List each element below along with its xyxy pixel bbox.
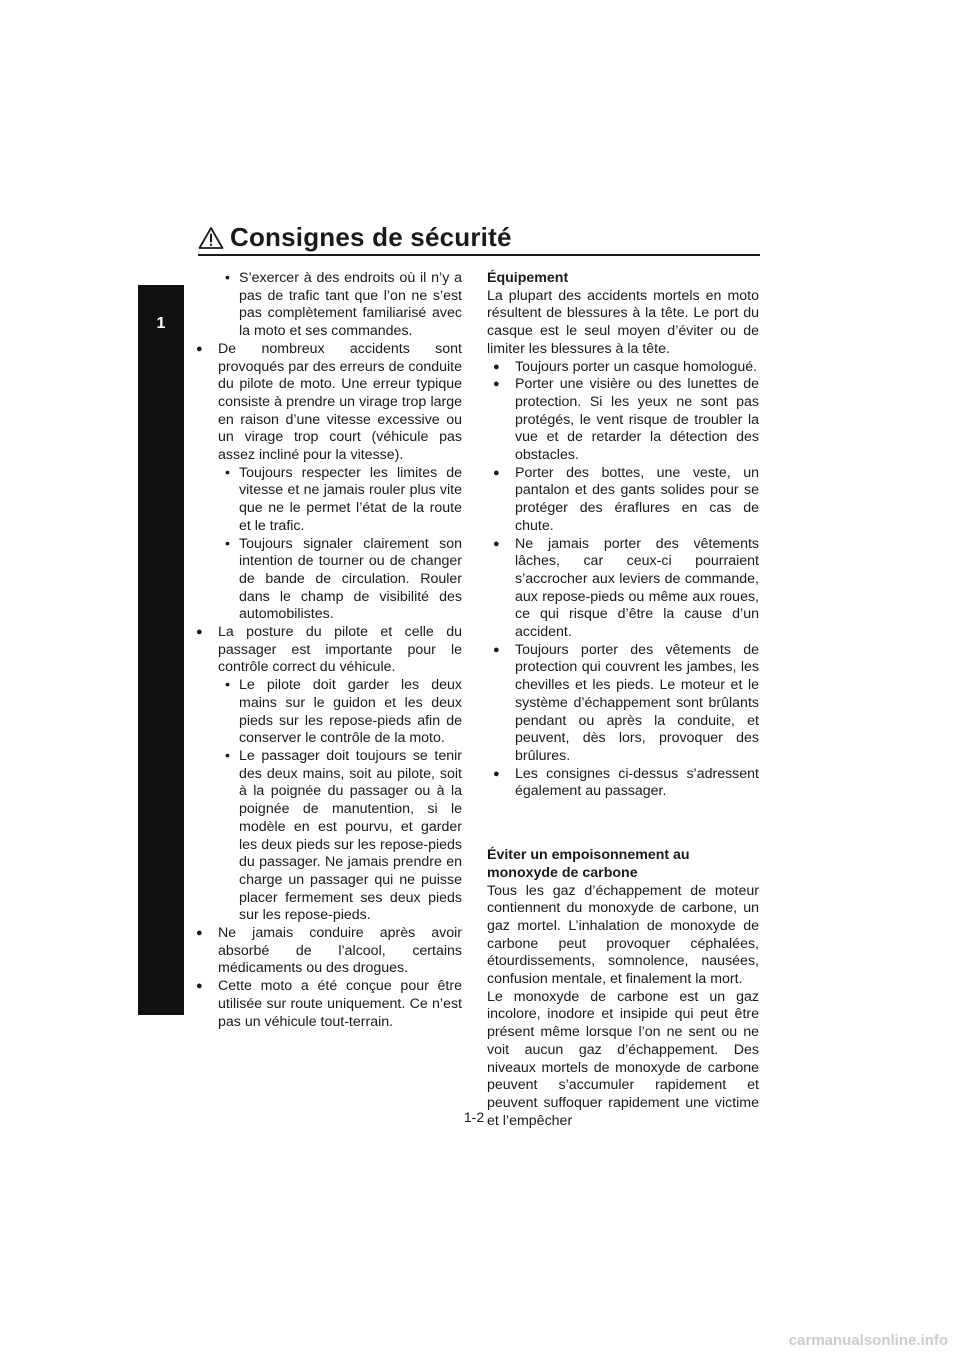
sub-bullet-item: • Toujours respecter les limites de vitesse et ne jamais rouler plus vite que ne le permet l’état de la route et le trafic.: [190, 465, 462, 536]
section-heading: Éviter un empoisonnement au monoxyde de carbone: [487, 847, 690, 881]
sub-bullet-item: • Le passager doit toujours se tenir des deux mains, soit au pilote, soit à la poignée du passager ou à la poignée de manutention, si le modèle en est pourvu, et garder les deux pieds sur les repose-pieds du passager. Ne jamais prendre en charge un passager qui ne puisse placer fermement ses deux pieds sur les repose-pieds.: [190, 748, 462, 925]
spacer: [487, 815, 759, 833]
bullet-item: ● Porter des bottes, une veste, un pantalon et des gants solides pour se protéger des éraflures en cas de chute.: [487, 465, 759, 536]
bullet-item: ● Cette moto a été conçue pour être utilisée sur route uniquement. Ce n’est pas un véhicule tout-terrain.: [190, 978, 462, 1031]
paragraph: Le monoxyde de carbone est un gaz incolore, inodore et insipide qui peut être présent même lorsque l’on ne sent ou ne voit aucun gaz d’échappement. Des niveaux mortels de monoxyde de carbone peuvent s’accumuler rapidement et peuvent suffoquer rapidement une victime et l’empêcher: [487, 988, 759, 1129]
section-heading: Équipement: [487, 270, 569, 286]
paragraph: Tous les gaz d’échappement de moteur contiennent du monoxyde de carbone, un gaz mortel. L’inhalation de monoxyde de carbone peut provoquer céphalées, étourdissements, somnolence, nausées, confusion mentale, et finalement la mort.: [487, 882, 759, 988]
left-column: [190, 270, 462, 1031]
header-divider: [198, 254, 760, 256]
sub-bullet-item: • Toujours signaler clairement son intention de tourner ou de changer de bande de circulation. Rouler dans le champ de visibilité des automobilistes.: [190, 536, 462, 625]
warning-triangle-icon: [198, 226, 224, 250]
bullet-item: ● De nombreux accidents sont provoqués par des erreurs de conduite du pilote de moto. Une erreur typique consiste à prendre un virage trop large en raison d’une vitesse excessive ou un virage trop court (véhicule pas assez incliné pour la vitesse).: [190, 341, 462, 465]
sub-bullet-item: • Le pilote doit garder les deux mains sur le guidon et les deux pieds sur les repose-pieds afin de conserver le contrôle de la moto.: [190, 677, 462, 748]
header-title-group: [198, 222, 512, 253]
bullet-item: ● Ne jamais porter des vêtements lâches, car ceux-ci pourraient s’accrocher aux leviers de commande, aux repose-pieds ou même aux roues, ce qui risque d’être la cause d’un accident.: [487, 536, 759, 642]
footer-watermark: carmanualsonline.info: [788, 1332, 948, 1349]
bullet-item: ● La posture du pilote et celle du passager est importante pour le contrôle correct du véhicule.: [190, 624, 462, 677]
page-title: Consignes de sécurité: [230, 222, 512, 252]
sub-bullet-item: • S’exercer à des endroits où il n’y a pas de trafic tant que l’on ne s’est pas complètement familiarisé avec la moto et ses commandes.: [190, 270, 462, 341]
right-column: [487, 270, 759, 1130]
bullet-item: ● Les consignes ci-dessus s’adressent également au passager.: [487, 766, 759, 801]
chapter-number: 1: [156, 315, 166, 332]
paragraph: La plupart des accidents mortels en moto résultent de blessures à la tête. Le port du casque est le seul moyen d’éviter ou de limiter les blessures à la tête.: [487, 287, 759, 357]
bullet-item: ● Porter une visière ou des lunettes de protection. Si les yeux ne sont pas protégés, le vent risque de troubler la vue et de retarder la détection des obstacles.: [487, 376, 759, 465]
page-number: 1-2: [463, 1109, 485, 1125]
chapter-tab: [138, 285, 184, 1015]
bullet-item: ● Toujours porter des vêtements de protection qui couvrent les jambes, les chevilles et les pieds. Le moteur et le système d’échappement sont brûlants pendant ou après la conduite, et peuvent, dès lors, provoquer des brûlures.: [487, 642, 759, 766]
bullet-item: ● Ne jamais conduire après avoir absorbé de l’alcool, certains médicaments ou des drogues.: [190, 925, 462, 978]
bullet-item: ● Toujours porter un casque homologué.: [487, 359, 759, 377]
